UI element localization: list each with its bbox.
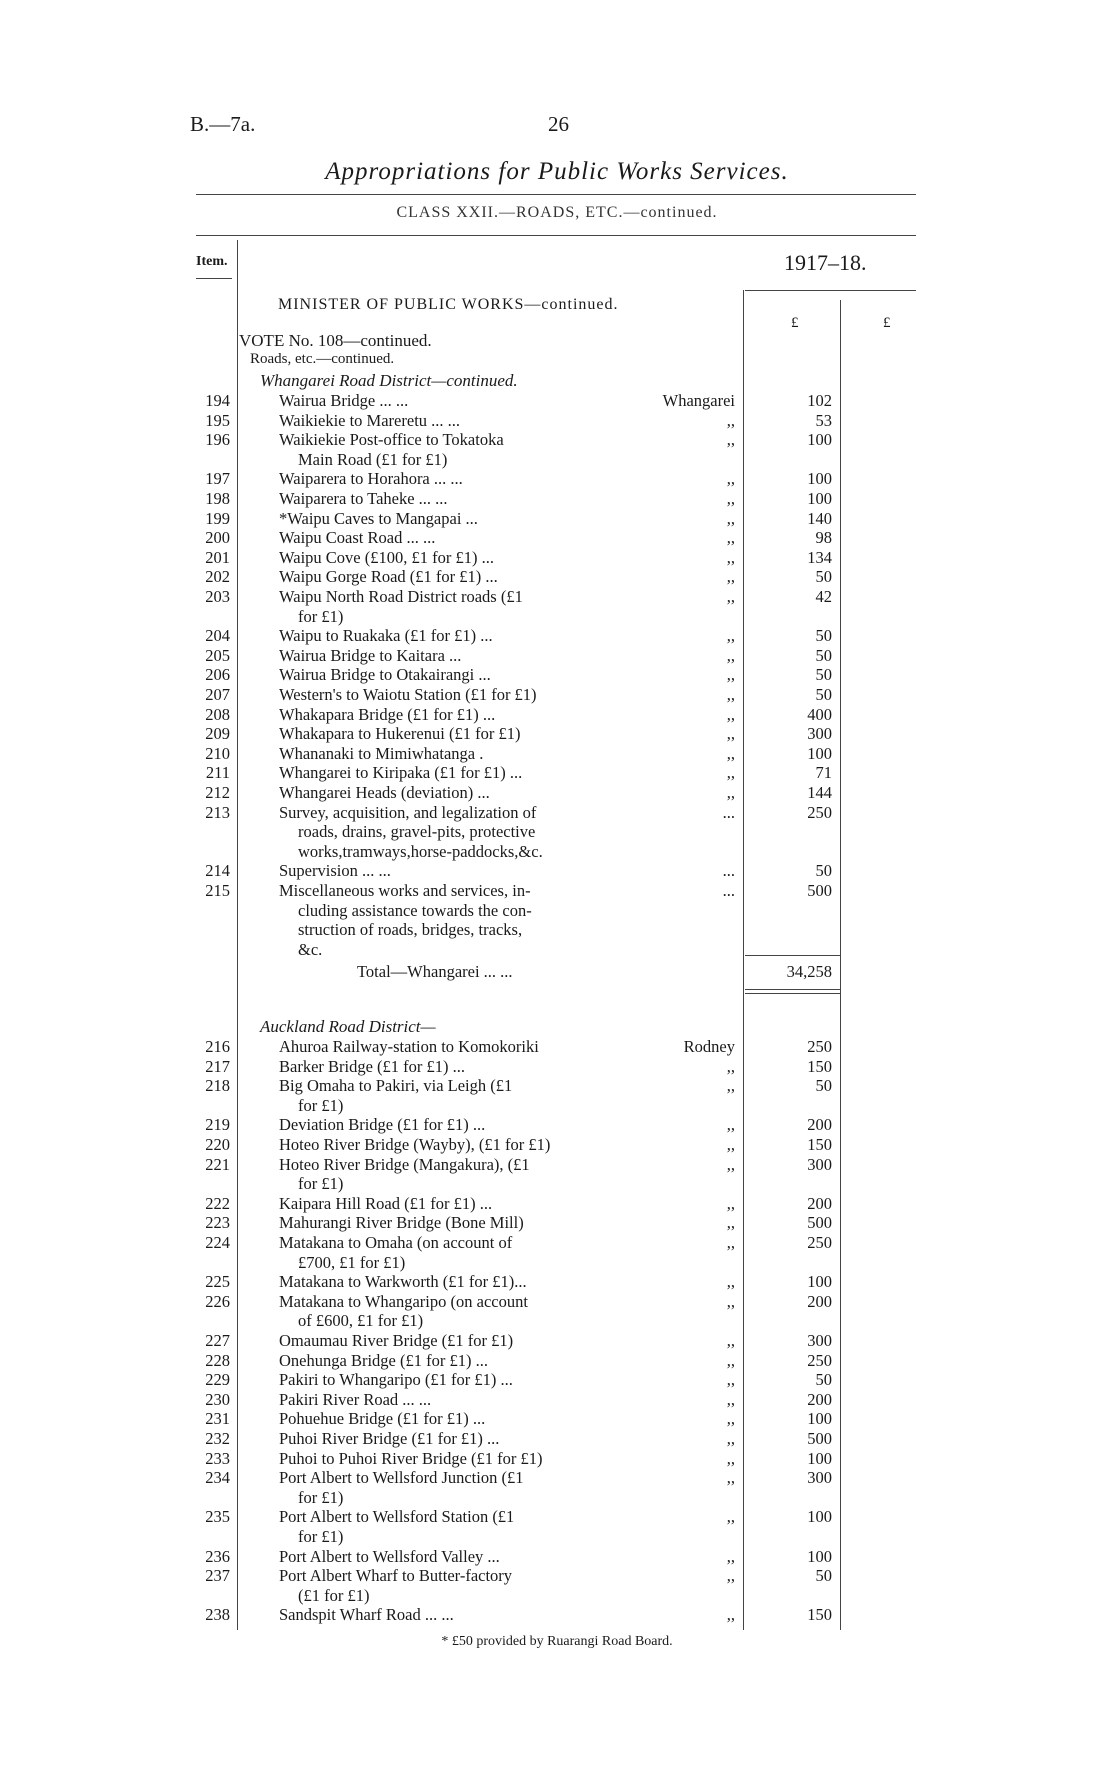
table-row	[0, 1331, 1114, 1350]
item-location: ,,	[726, 1350, 735, 1370]
item-number: 198	[205, 489, 230, 508]
item-number: 232	[205, 1429, 230, 1448]
item-number: 237	[205, 1566, 230, 1586]
item-number: 235	[205, 1507, 230, 1527]
table-row	[0, 861, 1114, 880]
item-amount: 100	[807, 1448, 832, 1468]
table-row	[0, 489, 1114, 508]
item-description: for £1)	[298, 1527, 344, 1546]
item-amount: 300	[807, 1331, 832, 1350]
item-number: 206	[205, 665, 230, 685]
item-location: ,,	[726, 1429, 735, 1448]
item-amount: 300	[807, 1468, 832, 1488]
item-location: ,,	[726, 508, 735, 528]
item-number: 218	[205, 1076, 230, 1096]
table-row	[0, 1174, 1114, 1193]
item-amount: 100	[807, 1546, 832, 1566]
item-number: 220	[205, 1135, 230, 1154]
table-row	[0, 705, 1114, 724]
table-row	[0, 469, 1114, 488]
item-description: works,tramways,horse-paddocks,&c.	[298, 841, 543, 861]
table-top-rule	[196, 235, 916, 236]
item-amount: 98	[815, 528, 832, 548]
item-number: 194	[205, 391, 230, 410]
minister-heading: MINISTER OF PUBLIC WORKS—continued.	[278, 296, 619, 313]
item-number: 201	[205, 547, 230, 567]
item-amount: 50	[815, 665, 832, 685]
table-row	[0, 1076, 1114, 1095]
table-row	[0, 509, 1114, 528]
whangarei-heading: Whangarei Road District—continued.	[260, 371, 518, 390]
item-location: ,,	[726, 1468, 735, 1488]
roads-heading: Roads, etc.—continued.	[250, 351, 395, 367]
item-number: 228	[205, 1350, 230, 1370]
table-row	[0, 724, 1114, 743]
item-amount: 50	[815, 1076, 832, 1096]
item-location: ,,	[726, 665, 735, 685]
item-description: Barker Bridge (£1 for £1) ...	[279, 1056, 466, 1076]
item-description: Port Albert to Wellsford Station (£1	[279, 1507, 515, 1527]
item-description: Whangarei Heads (deviation) ...	[279, 783, 490, 802]
table-row	[0, 1429, 1114, 1448]
item-description: Ahuroa Railway-station to Komokoriki	[279, 1037, 539, 1056]
table-row	[0, 1057, 1114, 1076]
item-location: ,,	[726, 704, 735, 724]
item-amount: 200	[807, 1389, 832, 1409]
item-location: Whangarei	[662, 391, 735, 410]
item-description: *Waipu Caves to Mangapai ...	[279, 508, 478, 528]
item-amount: 100	[807, 1409, 832, 1429]
class-heading: CLASS XXII.—ROADS, ETC.—continued.	[396, 204, 718, 221]
item-description: Waipu Gorge Road (£1 for £1) ...	[279, 567, 498, 587]
item-description: Whangarei to Kiripaka (£1 for £1) ...	[279, 763, 523, 783]
item-description: Supervision ... ...	[279, 861, 391, 881]
item-number: 204	[205, 626, 230, 646]
table-row	[0, 1233, 1114, 1252]
item-location: ,,	[726, 1566, 735, 1586]
table-row	[0, 567, 1114, 586]
item-amount: 71	[815, 763, 832, 783]
table-row	[0, 940, 1114, 959]
item-amount: 50	[815, 1370, 832, 1390]
item-description: Main Road (£1 for £1)	[298, 449, 448, 469]
item-number: 197	[205, 469, 230, 489]
item-description: Wairua Bridge to Kaitara ...	[279, 645, 462, 665]
item-location: ,,	[726, 1507, 735, 1527]
item-location: ,,	[726, 1291, 735, 1311]
table-row	[0, 1566, 1114, 1585]
item-number: 226	[205, 1291, 230, 1311]
item-description: Whakapara to Hukerenui (£1 for £1)	[279, 724, 521, 744]
year-header: 1917–18.	[784, 250, 867, 275]
item-description: Puhoi to Puhoi River Bridge (£1 for £1)	[279, 1448, 543, 1468]
item-column-header: Item.	[196, 254, 228, 269]
item-amount: 500	[807, 1213, 832, 1233]
item-amount: 100	[807, 430, 832, 450]
table-row	[0, 803, 1114, 822]
item-location: ,,	[726, 1331, 735, 1350]
table-row	[0, 665, 1114, 684]
item-location: ...	[722, 861, 735, 881]
table-row	[0, 626, 1114, 645]
item-location: ,,	[726, 724, 735, 744]
item-description: &c.	[298, 939, 323, 959]
item-number: 217	[205, 1056, 230, 1076]
item-description: Wairua Bridge ... ...	[279, 391, 409, 410]
item-amount: 53	[815, 410, 832, 430]
item-description: Whananaki to Mimiwhatanga .	[279, 743, 484, 763]
table-row	[0, 1488, 1114, 1507]
item-number: 223	[205, 1213, 230, 1233]
item-description: Deviation Bridge (£1 for £1) ...	[279, 1115, 486, 1135]
item-location: ,,	[726, 489, 735, 508]
item-description: (£1 for £1)	[298, 1585, 370, 1605]
table-row	[0, 391, 1114, 410]
item-amount: 500	[807, 881, 832, 900]
item-number: 207	[205, 685, 230, 704]
table-row	[0, 1272, 1114, 1291]
item-number: 238	[205, 1605, 230, 1625]
table-row	[0, 411, 1114, 430]
item-description: Port Albert Wharf to Butter-factory	[279, 1566, 513, 1586]
item-location: ,,	[726, 567, 735, 587]
table-row	[0, 1449, 1114, 1468]
item-location: Rodney	[683, 1037, 735, 1056]
table-row	[0, 1135, 1114, 1154]
item-description: Matakana to Omaha (on account of	[279, 1233, 513, 1252]
table-row	[0, 685, 1114, 704]
pound-column-2: £	[883, 315, 891, 331]
item-number: 196	[205, 430, 230, 450]
item-description: Waikiekie to Mareretu ... ...	[279, 410, 461, 430]
item-amount: 100	[807, 743, 832, 763]
table-row	[0, 783, 1114, 802]
page-number: 26	[548, 112, 569, 136]
item-description: Onehunga Bridge (£1 for £1) ...	[279, 1350, 488, 1370]
table-row	[0, 1409, 1114, 1428]
item-description: cluding assistance towards the con-	[298, 900, 532, 920]
document-reference: B.—7a.	[190, 112, 256, 136]
item-description: struction of roads, bridges, tracks,	[298, 920, 523, 940]
item-description: Hoteo River Bridge (Mangakura), (£1	[279, 1154, 530, 1174]
item-number: 213	[205, 802, 230, 822]
item-amount: 100	[807, 469, 832, 489]
item-description: Matakana to Warkworth (£1 for £1)...	[279, 1272, 527, 1292]
total-amount: 34,258	[786, 962, 832, 981]
item-amount: 100	[807, 1272, 832, 1292]
item-amount: 100	[807, 1507, 832, 1527]
item-number: 211	[205, 763, 230, 783]
table-row	[0, 607, 1114, 626]
item-amount: 150	[807, 1135, 832, 1154]
item-number: 234	[205, 1468, 230, 1488]
table-row	[0, 1311, 1114, 1330]
item-description: for £1)	[298, 1174, 344, 1194]
item-description: Puhoi River Bridge (£1 for £1) ...	[279, 1429, 500, 1448]
item-description: Port Albert to Wellsford Junction (£1	[279, 1468, 524, 1488]
item-location: ,,	[726, 1193, 735, 1213]
item-amount: 102	[807, 391, 832, 410]
item-amount: 250	[807, 1233, 832, 1252]
item-description: of £600, £1 for £1)	[298, 1311, 424, 1331]
item-description: £700, £1 for £1)	[298, 1252, 406, 1272]
table-row	[0, 450, 1114, 469]
item-location: ,,	[726, 1056, 735, 1076]
item-amount: 100	[807, 489, 832, 508]
item-description: Waipu Cove (£100, £1 for £1) ...	[279, 547, 494, 567]
table-row	[0, 646, 1114, 665]
item-number: 222	[205, 1193, 230, 1213]
item-number: 208	[205, 704, 230, 724]
item-description: Waipu Coast Road ... ...	[279, 528, 436, 548]
item-amount: 150	[807, 1056, 832, 1076]
item-number: 199	[205, 508, 230, 528]
item-description: Western's to Waiotu Station (£1 for £1)	[279, 685, 537, 704]
item-amount: 200	[807, 1193, 832, 1213]
item-amount: 50	[815, 626, 832, 646]
item-location: ,,	[726, 1272, 735, 1292]
table-row	[0, 1194, 1114, 1213]
table-row	[0, 1370, 1114, 1389]
table-row	[0, 822, 1114, 841]
item-location: ,,	[726, 528, 735, 548]
item-location: ,,	[726, 1546, 735, 1566]
item-number: 210	[205, 743, 230, 763]
item-description: Waikiekie Post-office to Tokatoka	[279, 430, 504, 450]
item-description: Matakana to Whangaripo (on account	[279, 1291, 528, 1311]
item-number: 209	[205, 724, 230, 744]
item-location: ,,	[726, 587, 735, 606]
total-label: Total—Whangarei ... ...	[357, 962, 513, 981]
page-title: Appropriations for Public Works Services.	[325, 158, 789, 185]
item-amount: 200	[807, 1291, 832, 1311]
item-number: 205	[205, 645, 230, 665]
item-amount: 134	[807, 547, 832, 567]
item-number: 221	[205, 1154, 230, 1174]
table-row	[0, 1155, 1114, 1174]
item-description: Waipu North Road District roads (£1	[279, 587, 523, 606]
item-amount: 200	[807, 1115, 832, 1135]
item-number: 225	[205, 1272, 230, 1292]
item-location: ,,	[726, 1389, 735, 1409]
total-rule-1	[745, 989, 841, 990]
item-location: ,,	[726, 1409, 735, 1429]
item-location: ...	[722, 802, 735, 822]
table-row	[0, 1390, 1114, 1409]
item-amount: 250	[807, 802, 832, 822]
table-row	[0, 1586, 1114, 1605]
item-description: Big Omaha to Pakiri, via Leigh (£1	[279, 1076, 513, 1096]
item-description: Hoteo River Bridge (Wayby), (£1 for £1)	[279, 1135, 551, 1154]
item-location: ,,	[726, 645, 735, 665]
item-number: 200	[205, 528, 230, 548]
item-number: 231	[205, 1409, 230, 1429]
item-description: Port Albert to Wellsford Valley ...	[279, 1546, 500, 1566]
table-row	[0, 1527, 1114, 1546]
item-location: ,,	[726, 547, 735, 567]
item-location: ,,	[726, 1135, 735, 1154]
item-description: for £1)	[298, 1095, 344, 1115]
item-description: Sandspit Wharf Road ... ...	[279, 1605, 454, 1625]
item-location: ,,	[726, 410, 735, 430]
item-number: 224	[205, 1233, 230, 1252]
item-amount: 400	[807, 704, 832, 724]
item-location: ,,	[726, 430, 735, 450]
item-location: ,,	[726, 1154, 735, 1174]
table-row	[0, 1351, 1114, 1370]
item-location: ,,	[726, 1605, 735, 1625]
table-row	[0, 763, 1114, 782]
table-row	[0, 901, 1114, 920]
item-amount: 50	[815, 567, 832, 587]
item-description: roads, drains, gravel-pits, protective	[298, 822, 536, 842]
table-row	[0, 1292, 1114, 1311]
item-location: ,,	[726, 743, 735, 763]
item-amount: 144	[807, 783, 832, 802]
total-rule-2	[745, 993, 841, 994]
item-description: Pohuehue Bridge (£1 for £1) ...	[279, 1409, 486, 1429]
pound-column-1: £	[791, 315, 799, 331]
item-location: ,,	[726, 685, 735, 704]
item-amount: 250	[807, 1350, 832, 1370]
table-row	[0, 1115, 1114, 1134]
item-number: 229	[205, 1370, 230, 1390]
item-number: 215	[205, 881, 230, 900]
item-amount: 50	[815, 685, 832, 704]
item-description: Pakiri River Road ... ...	[279, 1389, 432, 1409]
item-description: for £1)	[298, 1487, 344, 1507]
item-location: ,,	[726, 1213, 735, 1233]
item-description: Mahurangi River Bridge (Bone Mill)	[279, 1213, 524, 1233]
item-location: ,,	[726, 626, 735, 646]
item-description: Waiparera to Horahora ... ...	[279, 469, 463, 489]
item-description: Survey, acquisition, and legalization of	[279, 802, 537, 822]
item-description: Waipu to Ruakaka (£1 for £1) ...	[279, 626, 493, 646]
table-row	[0, 881, 1114, 900]
item-amount: 50	[815, 1566, 832, 1586]
item-number: 227	[205, 1331, 230, 1350]
item-number: 214	[205, 861, 230, 881]
item-location: ,,	[726, 763, 735, 783]
item-location: ,,	[726, 783, 735, 802]
vote-heading: VOTE No. 108—continued.	[239, 331, 432, 350]
table-row	[0, 744, 1114, 763]
title-rule	[196, 194, 916, 195]
table-row	[0, 587, 1114, 606]
item-number: 212	[205, 783, 230, 802]
table-row	[0, 1468, 1114, 1487]
table-row	[0, 430, 1114, 449]
table-row	[0, 528, 1114, 547]
item-amount: 150	[807, 1605, 832, 1625]
item-description: Waiparera to Taheke ... ...	[279, 489, 448, 508]
item-amount: 500	[807, 1429, 832, 1448]
item-description: Kaipara Hill Road (£1 for £1) ...	[279, 1193, 493, 1213]
item-number: 233	[205, 1448, 230, 1468]
item-amount: 42	[815, 587, 832, 606]
item-number: 219	[205, 1115, 230, 1135]
item-description: Miscellaneous works and services, in-	[279, 881, 531, 900]
item-header-rule	[196, 278, 232, 279]
item-number: 230	[205, 1389, 230, 1409]
item-amount: 50	[815, 861, 832, 881]
item-location: ...	[722, 881, 735, 900]
auckland-heading: Auckland Road District—	[260, 1017, 436, 1036]
table-row	[0, 1037, 1114, 1056]
item-amount: 140	[807, 508, 832, 528]
table-row	[0, 1213, 1114, 1232]
table-row	[0, 1605, 1114, 1624]
item-amount: 300	[807, 1154, 832, 1174]
item-number: 216	[205, 1037, 230, 1056]
item-description: Omaumau River Bridge (£1 for £1)	[279, 1331, 514, 1350]
item-description: Wairua Bridge to Otakairangi ...	[279, 665, 491, 685]
year-header-rule	[745, 290, 916, 291]
item-location: ,,	[726, 1076, 735, 1096]
item-location: ,,	[726, 1115, 735, 1135]
table-row	[0, 1507, 1114, 1526]
item-location: ,,	[726, 1370, 735, 1390]
item-location: ,,	[726, 1233, 735, 1252]
item-number: 236	[205, 1546, 230, 1566]
item-amount: 250	[807, 1037, 832, 1056]
table-row	[0, 548, 1114, 567]
table-row	[0, 1096, 1114, 1115]
table-row	[0, 920, 1114, 939]
table-row	[0, 842, 1114, 861]
table-row	[0, 1547, 1114, 1566]
item-amount: 50	[815, 645, 832, 665]
item-description: Whakapara Bridge (£1 for £1) ...	[279, 704, 496, 724]
item-number: 203	[205, 587, 230, 606]
item-amount: 300	[807, 724, 832, 744]
item-description: for £1)	[298, 606, 344, 626]
item-description: Pakiri to Whangaripo (£1 for £1) ...	[279, 1370, 513, 1390]
item-location: ,,	[726, 1448, 735, 1468]
item-location: ,,	[726, 469, 735, 489]
footnote: * £50 provided by Ruarangi Road Board.	[441, 1634, 673, 1649]
item-number: 202	[205, 567, 230, 587]
table-row	[0, 1253, 1114, 1272]
subtotal-rule	[745, 955, 841, 956]
item-number: 195	[205, 410, 230, 430]
